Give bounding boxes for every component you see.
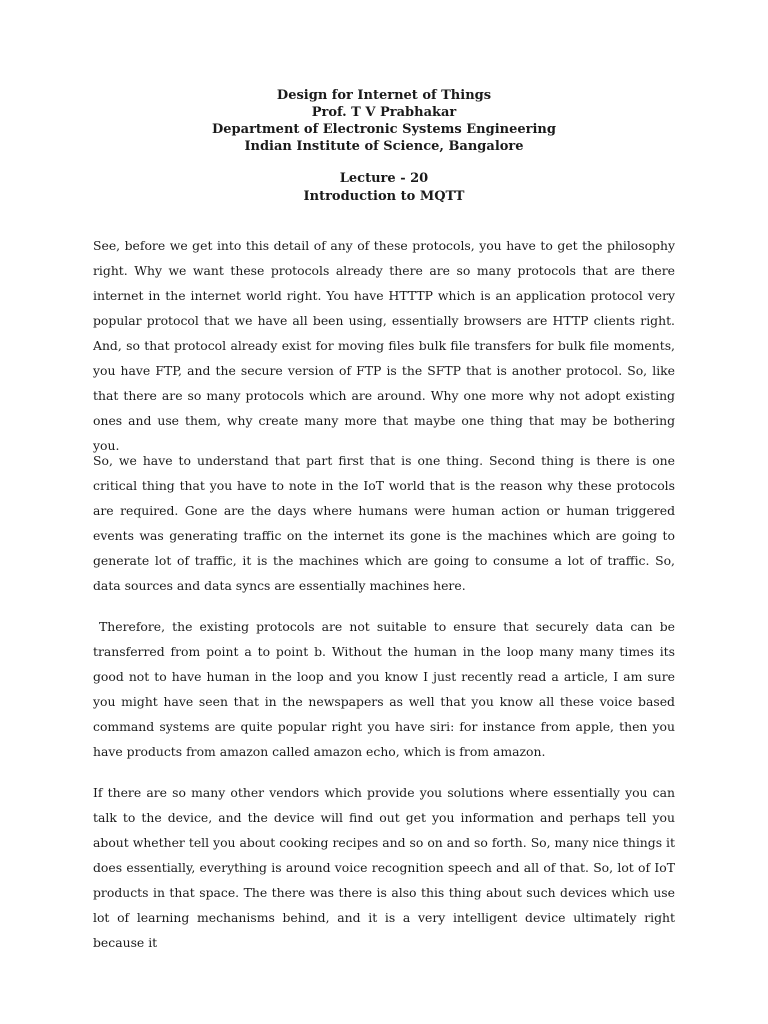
department-name: Department of Electronic Systems Engineering bbox=[212, 122, 556, 137]
lecture-number: Lecture - 20 bbox=[339, 171, 429, 186]
course-title: Design for Internet of Things bbox=[276, 88, 492, 103]
body-paragraph: Therefore, the existing protocols are not suitable to ensure that securely data can be transferred from point a to point b. Without the human in the loop many many times its good not to have human in the loop and you know I just recently read a article, I am sure you might have seen that in the newspapers as well that you know all these voice based command systems are quite popular right you have siri: for instance from apple, then you have products from amazon called amazon echo, which is from amazon. bbox=[93, 619, 675, 759]
institute-name: Indian Institute of Science, Bangalore bbox=[244, 139, 524, 154]
body-paragraph: See, before we get into this detail of any of these protocols, you have to get the philosophy right. Why we want these protocols already there are so many protocols that are there internet in the internet world right. You have HTTTP which is an application protocol very popular protocol that we have all been using, essentially browsers are HTTP clients right. And, so that protocol already exist for moving files bulk file transfers for bulk file moments, you have FTP, and the secure version of FTP is the SFTP that is another protocol. So, like that there are so many protocols which are around. Why one more why not adopt existing ones and use them, why create many more that maybe one thing that may be bothering you. bbox=[93, 238, 675, 453]
professor-name: Prof. T V Prabhakar bbox=[311, 105, 457, 120]
lecture-heading bbox=[0, 170, 768, 206]
lecture-title: Introduction to MQTT bbox=[303, 189, 465, 204]
body-paragraph: If there are so many other vendors which provide you solutions where essentially you can talk to the device, and the device will find out get you information and perhaps tell you about whether tell you about cooking recipes and so on and so forth. So, many nice things it does essentially, everything is around voice recognition speech and all of that. So, lot of IoT products in that space. The there was there is also this thing about such devices which use lot of learning mechanisms behind, and it is a very intelligent device ultimately right because it bbox=[93, 785, 675, 950]
document-header bbox=[0, 87, 768, 155]
body-paragraph: So, we have to understand that part first that is one thing. Second thing is there is one critical thing that you have to note in the IoT world that is the reason why these protocols are required. Gone are the days where humans were human action or human triggered events was generating traffic on the internet its gone is the machines which are going to generate lot of traffic, it is the machines which are going to consume a lot of traffic. So, data sources and data syncs are essentially machines here. bbox=[93, 453, 675, 593]
